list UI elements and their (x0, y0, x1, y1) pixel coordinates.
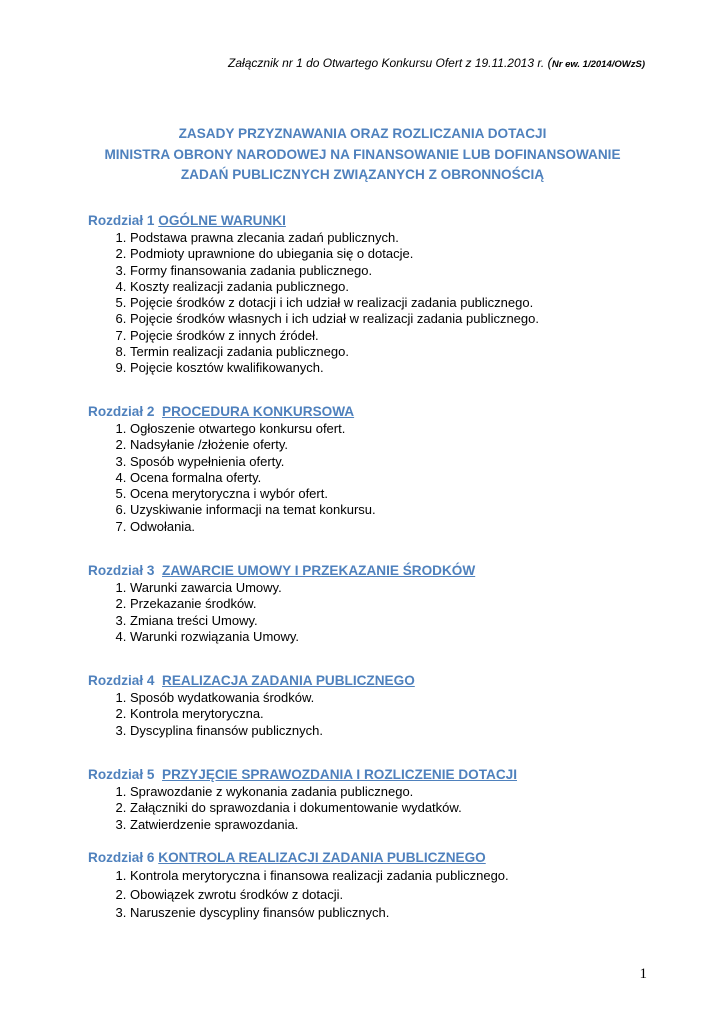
list-item: 2. Kontrola merytoryczna. (130, 706, 415, 722)
chapter-5-prefix: Rozdział 5 (88, 767, 163, 782)
title-line-3: ZADAŃ PUBLICZNYCH ZWIĄZANYCH Z OBRONNOŚCIĄ (180, 167, 545, 182)
chapter-6-list (88, 867, 509, 923)
chapter-3-prefix: Rozdział 3 (88, 563, 163, 578)
chapter-1 (88, 212, 539, 377)
list-item: 5. Pojęcie środków z dotacji i ich udział w realizacji zadania publicznego. (130, 295, 539, 311)
chapter-6-name: KONTROLA REALIZACJI ZADANIA PUBLICZNEGO (158, 850, 486, 865)
list-item: 1. Sposób wydatkowania środków. (130, 690, 415, 706)
list-item: 3. Zmiana treści Umowy. (130, 613, 475, 629)
chapter-3-name: ZAWARCIE UMOWY I PRZEKAZANIE ŚRODKÓW (162, 563, 476, 578)
list-item: 3. Naruszenie dyscypliny finansów publicznych. (130, 904, 509, 923)
attachment-note-paren: ( (547, 55, 552, 70)
list-item: 4. Warunki rozwiązania Umowy. (130, 629, 475, 645)
page-number: 1 (639, 966, 647, 982)
list-item: 8. Termin realizacji zadania publicznego. (130, 344, 539, 360)
chapter-6 (88, 849, 509, 923)
attachment-note (228, 55, 645, 70)
list-item: 6. Pojęcie środków własnych i ich udział w realizacji zadania publicznego. (130, 311, 539, 327)
document-title (0, 124, 725, 186)
chapter-5-list (88, 784, 517, 833)
chapter-4-name: REALIZACJA ZADANIA PUBLICZNEGO (162, 673, 415, 688)
chapter-2-prefix: Rozdział 2 (88, 404, 163, 419)
chapter-5-heading (88, 766, 517, 784)
list-item: 4. Ocena formalna oferty. (130, 470, 376, 486)
chapter-4-heading (88, 672, 415, 690)
list-item: 2. Przekazanie środków. (130, 596, 475, 612)
list-item: 1. Warunki zawarcia Umowy. (130, 580, 475, 596)
list-item: 7. Odwołania. (130, 519, 376, 535)
chapter-2-heading (88, 403, 376, 421)
chapter-5-name: PRZYJĘCIE SPRAWOZDANIA I ROZLICZENIE DOTACJI (162, 767, 518, 782)
chapter-3 (88, 562, 475, 645)
title-line-1: ZASADY PRZYZNAWANIA ORAZ ROZLICZANIA DOTACJI (178, 126, 547, 141)
chapter-2-list (88, 421, 376, 535)
list-item: 9. Pojęcie kosztów kwalifikowanych. (130, 360, 539, 376)
chapter-4-prefix: Rozdział 4 (88, 673, 163, 688)
chapter-5 (88, 766, 517, 833)
list-item: 7. Pojęcie środków z innych źródeł. (130, 328, 539, 344)
list-item: 2. Nadsyłanie /złożenie oferty. (130, 437, 376, 453)
list-item: 2. Obowiązek zwrotu środków z dotacji. (130, 886, 509, 905)
chapter-3-heading (88, 562, 475, 580)
chapter-3-list (88, 580, 475, 645)
title-line-2: MINISTRA OBRONY NARODOWEJ NA FINANSOWANIE LUB DOFINANSOWANIE (104, 146, 621, 162)
chapter-2 (88, 403, 376, 535)
list-item: 4. Koszty realizacji zadania publicznego. (130, 279, 539, 295)
list-item: 3. Sposób wypełnienia oferty. (130, 454, 376, 470)
list-item: 1. Podstawa prawna zlecania zadań publicznych. (130, 230, 539, 246)
list-item: 5. Ocena merytoryczna i wybór ofert. (130, 486, 376, 502)
chapter-6-prefix: Rozdział 6 (88, 850, 159, 865)
attachment-note-ref: Nr ew. 1/2014/OWzS) (551, 59, 645, 70)
attachment-note-main: Załącznik nr 1 do Otwartego Konkursu Ofert z 19.11.2013 r. (228, 56, 548, 70)
chapter-1-prefix: Rozdział 1 (88, 213, 159, 228)
list-item: 1. Sprawozdanie z wykonania zadania publicznego. (130, 784, 517, 800)
list-item: 3. Formy finansowania zadania publicznego. (130, 263, 539, 279)
chapter-1-list (88, 230, 539, 377)
list-item: 3. Dyscyplina finansów publicznych. (130, 723, 415, 739)
chapter-1-heading (88, 212, 539, 230)
chapter-6-heading (88, 849, 509, 867)
list-item: 2. Podmioty uprawnione do ubiegania się o dotacje. (130, 246, 539, 262)
chapter-4 (88, 672, 415, 739)
list-item: 1. Ogłoszenie otwartego konkursu ofert. (130, 421, 376, 437)
list-item: 3. Zatwierdzenie sprawozdania. (130, 817, 517, 833)
list-item: 1. Kontrola merytoryczna i finansowa realizacji zadania publicznego. (130, 867, 509, 886)
chapter-2-name: PROCEDURA KONKURSOWA (162, 404, 355, 419)
list-item: 2. Załączniki do sprawozdania i dokumentowanie wydatków. (130, 800, 517, 816)
chapter-4-list (88, 690, 415, 739)
list-item: 6. Uzyskiwanie informacji na temat konkursu. (130, 502, 376, 518)
chapter-1-name: OGÓLNE WARUNKI (158, 213, 286, 228)
